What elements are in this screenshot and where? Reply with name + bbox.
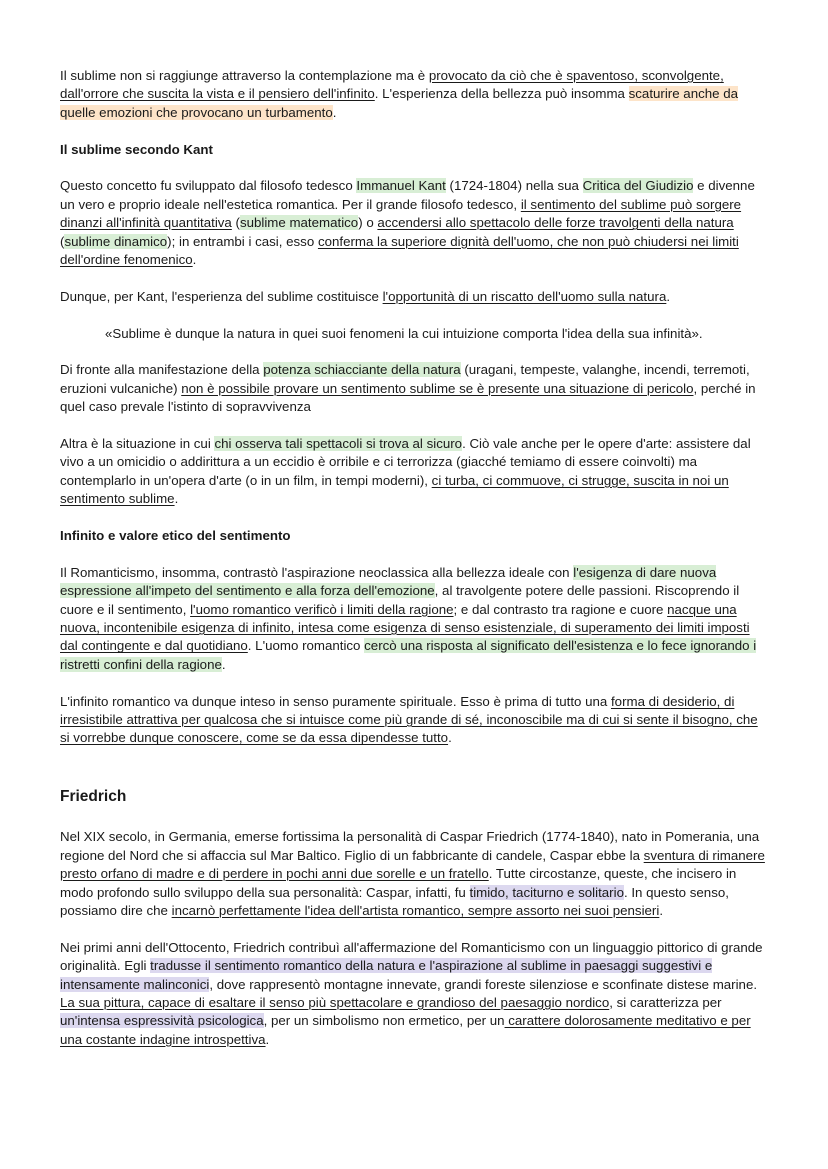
underlined-text: l'opportunità di un riscatto dell'uomo sulla natura — [382, 288, 667, 304]
highlighted-text: tradusse il sentimento romantico della natura e l'aspirazione al sublime in paesaggi suggestivi e intensamente malinconici — [60, 958, 713, 992]
text: , perché in quel caso prevale l'istinto di sopravvivenza — [60, 380, 756, 415]
text: Nei primi anni dell'Ottocento, Friedrich contribuì all'affermazione del Romanticismo con un linguaggio pittorico di grande originalità. Egli — [60, 939, 763, 974]
highlighted-text: l'esigenza di dare nuova espressione all'impeto del sentimento e alla forza dell'emozione — [60, 564, 717, 599]
text: , al travolgente potere delle passioni. Riscoprendo il cuore e il sentimento, — [60, 583, 740, 617]
text: . L'uomo romantico — [247, 638, 365, 654]
underlined-text: ci turba, ci commuove, ci strugge, suscita in noi un sentimento sublime — [60, 472, 729, 507]
text: ); in entrambi i casi, esso — [167, 233, 318, 249]
heading-infinito: Infinito e valore etico del sentimento — [60, 528, 291, 544]
underlined-text: carattere dolorosamente meditativo e per una costante indagine introspettiva — [60, 1013, 751, 1047]
paragraph-kant-2 — [60, 288, 768, 306]
underlined-text: nacque una nuova, incontenibile esigenza di infinito, intesa come esigenza di senso esistenziale, di superamento dei limiti imposti dal contingente e dal quotidiano — [60, 601, 750, 654]
highlighted-text: chi osserva tali spettacoli si trova al sicuro — [214, 436, 463, 452]
highlighted-text: potenza schiacciante della natura — [263, 362, 461, 378]
text: , per un simbolismo non ermetico, per un — [263, 1013, 505, 1029]
text: . — [659, 902, 664, 918]
underlined-text: incarnò perfettamente l'idea dell'artista romantico, sempre assorto nei suoi pensieri — [171, 902, 660, 918]
underlined-text: l'uomo romantico verificò i limiti della ragione — [190, 601, 454, 617]
highlighted-text: Critica del Giudizio — [582, 178, 694, 194]
text: ; e dal contrasto tra ragione e cuore — [453, 601, 668, 617]
underlined-text: forma di desiderio, di irresistibile attrattiva per qualcosa che si intuisce come più grande di sé, inconoscibile ma di cui si sente il bisogno, che si vorrebbe dunque conoscere, come se da essa dipendesse tutto — [60, 693, 758, 746]
paragraph-intro — [60, 67, 768, 122]
text: . — [221, 656, 226, 672]
underlined-text: La sua pittura, capace di esaltare il senso più spettacolare e grandioso del paesaggio nordico — [60, 994, 610, 1010]
text: ( — [60, 233, 65, 249]
text: . L'esperienza della bellezza può insomma — [374, 86, 629, 102]
heading-kant: Il sublime secondo Kant — [60, 141, 213, 157]
highlighted-text: un'intensa espressività psicologica — [60, 1013, 264, 1029]
paragraph-kant-1 — [60, 177, 768, 269]
text: L'infinito romantico va dunque inteso in senso puramente spirituale. Esso è prima di tutto una — [60, 693, 611, 709]
underlined-text: conferma la superiore dignità dell'uomo, che non può chiudersi nei limiti dell'ordine fenomenico — [60, 233, 739, 268]
highlighted-text: cercò una risposta al significato dell'esistenza e lo fece ignorando i ristretti confini della ragione — [60, 638, 757, 672]
text: Il sublime non si raggiunge attraverso la contemplazione ma è — [60, 68, 429, 83]
paragraph-kant-3 — [60, 361, 768, 416]
text: Altra è la situazione in cui — [60, 436, 215, 452]
text: . — [666, 288, 671, 304]
paragraph-infinito-1 — [60, 564, 768, 674]
text: Nel XIX secolo, in Germania, emerse fortissima la personalità di Caspar Friedrich (1774-1840), nato in Pomerania, una regione del Nord che si affaccia sul Mar Baltico. Figlio di un fabbricante di candele, Caspar ebbe la — [60, 829, 760, 863]
text: . Ciò vale anche per le opere d'arte: assistere dal vivo a un omicidio o addirittura a un eccidio è orribile e ci terrorizza (giacché temiamo di essere coinvolti) ma contemplarlo in un'opera d'arte (o in un film, in tempi moderni), — [60, 436, 751, 488]
highlighted-text: sublime dinamico — [64, 233, 168, 249]
underlined-text: non è possibile provare un sentimento sublime se è presente una situazione di pericolo — [181, 380, 694, 396]
text: e divenne un vero e proprio ideale nell'estetica romantica. Per il grande filosofo tedesco, — [60, 178, 755, 212]
kant-quote: «Sublime è dunque la natura in quei suoi fenomeni la cui intuizione comporta l'idea della sua infinità». — [105, 325, 703, 341]
text: (uragani, tempeste, valanghe, incendi, terremoti, eruzioni vulcaniche) — [60, 362, 750, 396]
paragraph-friedrich-1 — [60, 828, 768, 920]
text: . — [448, 730, 452, 746]
text: . — [192, 252, 197, 268]
underlined-text: accendersi allo spettacolo delle forze travolgenti della natura — [377, 215, 734, 231]
text: Di fronte alla manifestazione della — [60, 362, 264, 378]
text: . — [265, 1031, 270, 1047]
text: Questo concetto fu sviluppato dal filosofo tedesco — [60, 178, 357, 194]
text: , si caratterizza per — [609, 994, 722, 1010]
text: . In questo senso, possiamo dire che — [60, 884, 729, 918]
highlighted-text: Immanuel Kant — [356, 178, 446, 194]
underlined-text: il sentimento del sublime può sorgere dinanzi all'infinità quantitativa — [60, 196, 742, 231]
paragraph-kant-4 — [60, 435, 768, 509]
text: Il Romanticismo, insomma, contrastò l'aspirazione neoclassica alla bellezza ideale con — [60, 564, 574, 580]
highlighted-text: scaturire anche da quelle emozioni che provocano un turbamento — [60, 86, 739, 120]
text: . — [174, 491, 179, 507]
text: ( — [231, 215, 240, 231]
highlighted-text: sublime matematico — [239, 215, 359, 231]
text: ) o — [358, 215, 378, 231]
text: . Tutte circostanze, queste, che incisero in modo profondo sullo sviluppo della sua personalità: Caspar, infatti, fu — [60, 866, 737, 900]
text: . — [332, 104, 337, 120]
paragraph-friedrich-2 — [60, 939, 768, 1049]
heading-friedrich: Friedrich — [60, 788, 127, 806]
text: Dunque, per Kant, l'esperienza del sublime costituisce — [60, 288, 383, 304]
underlined-text: sventura di rimanere presto orfano di madre e di perdere in pochi anni due sorelle e un fratello — [60, 847, 765, 882]
text: , dove rappresentò montagne innevate, grandi foreste silenziose e sconfinate distese marine. — [209, 976, 758, 992]
paragraph-infinito-2 — [60, 693, 768, 748]
highlighted-text: timido, taciturno e solitario — [469, 884, 624, 900]
underlined-text: provocato da ciò che è spaventoso, sconvolgente, dall'orrore che suscita la vista e il pensiero dell'infinito — [60, 68, 724, 102]
text: (1724-1804) nella sua — [445, 178, 583, 194]
